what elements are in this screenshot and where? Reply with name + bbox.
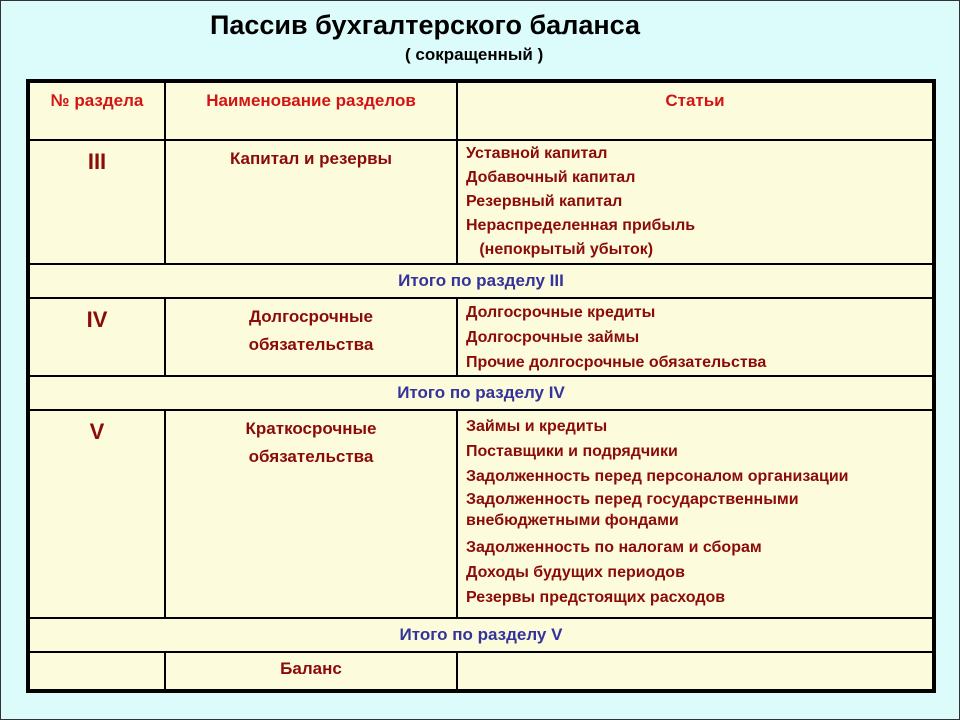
item: Поставщики и подрядчики [466,443,678,460]
item: (непокрытый убыток) [466,241,654,258]
section-name: Капитал и резервы [164,139,458,265]
section-num: IV [28,297,166,377]
section-name: Краткосрочные обязательства [164,409,458,619]
header-name: Наименование разделов [164,81,458,141]
section-items [456,139,934,265]
item: Доходы будущих периодов [466,564,685,581]
section-total: Итого по разделу IV [28,375,934,411]
item: Резервы предстоящих расходов [466,589,726,606]
item: Долгосрочные кредиты [466,304,656,321]
section-total: Итого по разделу III [28,263,934,299]
item: Прочие долгосрочные обязательства [466,354,767,371]
section-total: Итого по разделу V [28,617,934,653]
section-num: V [28,409,166,619]
item: Задолженность перед персоналом организации [466,468,849,485]
item: Добавочный капитал [466,169,636,186]
section-num: III [28,139,166,265]
item: Уставной капитал [466,145,608,162]
balance-label: Баланс [164,651,458,691]
section-name: Долгосрочные обязательства [164,297,458,377]
section-items [456,409,934,619]
balance-num-cell [28,651,166,691]
section-items [456,297,934,377]
item: Задолженность перед государственными внебюджетными фондами [466,491,799,529]
item: Займы и кредиты [466,418,608,435]
item: Долгосрочные займы [466,329,640,346]
page-subtitle: ( сокращенный ) [405,45,544,64]
header-items: Статьи [456,81,934,141]
item: Нераспределенная прибыль [466,217,696,234]
page-title: Пассив бухгалтерского баланса [209,10,641,40]
balance-items-cell [456,651,934,691]
header-num: № раздела [28,81,166,141]
item: Задолженность по налогам и сборам [466,539,762,556]
item: Резервный капитал [466,193,623,210]
